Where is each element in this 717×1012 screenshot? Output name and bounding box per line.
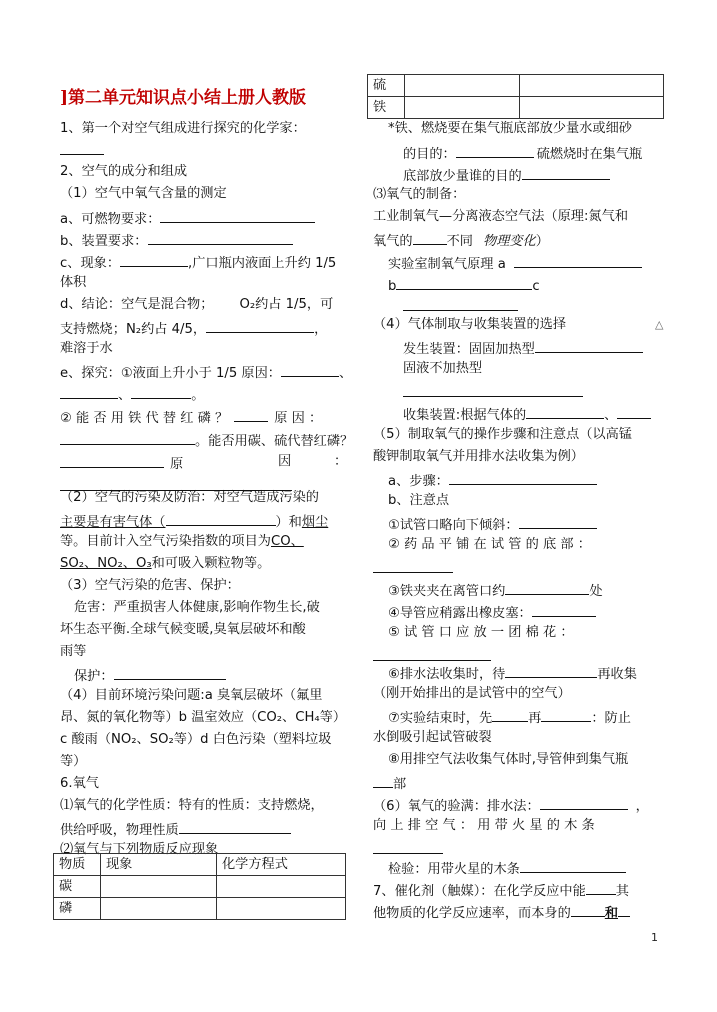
pollution-1: （2）空气的污染及防治：对空气造成污染的 bbox=[60, 490, 319, 505]
question-2-reason: 原 因 ： bbox=[60, 453, 345, 474]
env-2: 昂、氮的氧化物等）b 温室效应（CO₂、CH₄等） bbox=[60, 710, 347, 725]
table-row bbox=[368, 75, 664, 97]
reaction-table-left bbox=[53, 853, 346, 920]
protect: 保护： bbox=[74, 665, 226, 686]
table-cell bbox=[520, 97, 664, 119]
catalyst-2: 他物质的化学反应速率，而本身的 和 bbox=[373, 902, 630, 923]
table-header: 现象 bbox=[101, 854, 217, 876]
table-cell bbox=[405, 75, 520, 97]
item-d-2: 支持燃烧；N₂约占 4/5， ， bbox=[60, 318, 327, 339]
item-a: a、可燃物要求： bbox=[60, 208, 315, 229]
table-cell bbox=[217, 898, 346, 920]
verify-2: 向 上 排 空 气 ： 用 带 火 星 的 木 条 bbox=[373, 818, 595, 833]
pollution-4: SO₂、NO₂、O₃和可吸入颗粒物等。 bbox=[60, 556, 271, 571]
note-1: *铁、燃烧要在集气瓶底部放少量水或细砂 bbox=[388, 121, 632, 136]
note-n1: ①试管口略向下倾斜： bbox=[388, 514, 597, 535]
prep-1: 工业制氧气—分离液态空气法（原理:氮气和 bbox=[373, 209, 629, 224]
harm-2: 坏生态平衡.全球气候变暖,臭氧层破坏和酸 bbox=[60, 622, 306, 637]
note-n6-2: （刚开始排出的是试管中的空气） bbox=[373, 686, 571, 701]
harm-1: 危害：严重损害人体健康,影响作物生长,破 bbox=[74, 600, 320, 615]
harm-3: 雨等 bbox=[60, 644, 87, 659]
table-cell bbox=[101, 876, 217, 898]
triangle-mark: △ bbox=[655, 318, 664, 331]
table-cell bbox=[101, 898, 217, 920]
item-d-3: 难溶于水 bbox=[60, 341, 113, 356]
note-2: 的目的： 硫燃烧时在集气瓶 bbox=[403, 143, 642, 164]
verify-3: 检验：用带火星的木条 bbox=[388, 858, 626, 879]
note-n5: ⑤ 试 管 口 应 放 一 团 棉 花 ： bbox=[388, 625, 574, 640]
device-1: 发生装置：固固加热型 bbox=[403, 338, 643, 359]
blank-1 bbox=[60, 140, 104, 161]
device-4: 收集装置:根据气体的 、 bbox=[403, 404, 651, 425]
steps-b: b、注意点 bbox=[388, 493, 450, 508]
prep-title: ⑶氧气的制备： bbox=[373, 187, 466, 202]
note-n8: ⑧用排空气法收集气体时,导管伸到集气瓶 bbox=[388, 752, 629, 767]
table-cell bbox=[520, 75, 664, 97]
item-d: d、结论：空气是混合物； O₂约占 1/5，可 bbox=[60, 297, 334, 312]
env-3: c 酸雨（NO₂、SO₂等）d 白色污染（塑料垃圾 bbox=[60, 732, 332, 747]
note-n2-blank bbox=[373, 558, 453, 579]
note-n2: ② 药 品 平 铺 在 试 管 的 底 部 ： bbox=[388, 537, 591, 552]
oxygen-2: 供给呼吸，物理性质 bbox=[60, 819, 291, 840]
prep-4: b c bbox=[388, 275, 540, 296]
verify-blank bbox=[373, 839, 443, 860]
title: ]第二单元知识点小结上册人教版 bbox=[60, 88, 307, 108]
env-1: （4）目前环境污染问题:a 臭氧层破坏（氟里 bbox=[60, 688, 323, 703]
table-header-row bbox=[54, 854, 346, 876]
prep-2: 氧气的 不同 物理变化） bbox=[373, 230, 549, 251]
item-e-2: 、 。 bbox=[60, 384, 204, 405]
item-e: e、探究：①液面上升小于 1/5 原因： 、 bbox=[60, 362, 352, 383]
steps-a: a、步骤： bbox=[388, 470, 597, 491]
table-cell: 碳 bbox=[54, 876, 101, 898]
prep-5 bbox=[403, 296, 518, 317]
device-title: （4）气体制取与收集装置的选择 bbox=[373, 317, 567, 332]
table-row bbox=[368, 97, 664, 119]
note-3: 底部放少量谁的目的 bbox=[403, 165, 610, 186]
steps-2: 酸钾制取氧气并用排水法收集为例） bbox=[373, 449, 584, 464]
pollution-2: 主要是有害气体（ ）和烟尘 bbox=[60, 511, 328, 532]
note-n6: ⑥排水法收集时，待 再收集 bbox=[388, 663, 637, 684]
item-b: b、装置要求： bbox=[60, 230, 293, 251]
note-n4: ④导管应稍露出橡皮塞： bbox=[388, 602, 596, 623]
table-header: 化学方程式 bbox=[217, 854, 346, 876]
section-2: 2、空气的成分和组成 bbox=[60, 164, 188, 179]
device-2: 固液不加热型 bbox=[403, 361, 483, 376]
section-6: 6.氧气 bbox=[60, 776, 99, 791]
table-row bbox=[54, 898, 346, 920]
table-cell: 铁 bbox=[368, 97, 405, 119]
catalyst-1: 7、催化剂（触媒）：在化学反应中能 其 bbox=[373, 880, 629, 901]
steps-1: （5）制取氧气的操作步骤和注意点（以高锰 bbox=[373, 427, 632, 442]
question-2-cont: 。能否用碳、硫代替红磷？ bbox=[60, 430, 353, 451]
section-2-1: （1）空气中氧气含量的测定 bbox=[60, 186, 227, 201]
prep-3: 实验室制氧气原理 a bbox=[388, 253, 642, 274]
note-n8-2: 部 bbox=[373, 773, 406, 794]
oxygen-3: ⑵氧气与下列物质反应现象 bbox=[60, 842, 219, 857]
table-cell bbox=[405, 97, 520, 119]
reaction-table-right bbox=[367, 74, 664, 119]
oxygen-1: ⑴氧气的化学性质：特有的性质：支持燃烧， bbox=[60, 798, 324, 813]
table-row bbox=[54, 876, 346, 898]
env-4: 等） bbox=[60, 754, 87, 769]
note-n7-2: 水倒吸引起试管破裂 bbox=[373, 730, 492, 745]
device-3 bbox=[403, 382, 583, 403]
table-cell bbox=[217, 876, 346, 898]
item-c-2: 体积 bbox=[60, 275, 87, 290]
table-cell: 硫 bbox=[368, 75, 405, 97]
item-c: c、现象： ,广口瓶内液面上升约 1/5 bbox=[60, 252, 336, 273]
verify-1: （6）氧气的验满：排水法： ， bbox=[373, 795, 649, 816]
table-cell: 磷 bbox=[54, 898, 101, 920]
note-n3: ③铁夹夹在离管口约 处 bbox=[388, 580, 603, 601]
page-number: 1 bbox=[651, 931, 658, 944]
table-header: 物质 bbox=[54, 854, 101, 876]
pollution-3: 等。目前计入空气污染指数的项目为CO、 bbox=[60, 534, 304, 549]
harm-title: （3）空气污染的危害、保护： bbox=[60, 578, 240, 593]
question-2: ② 能 否 用 铁 代 替 红 磷 ？ 原 因 ： bbox=[60, 407, 322, 428]
note-n7: ⑦实验结束时，先 再 ：防止 bbox=[388, 707, 631, 728]
question-1: 1、第一个对空气组成进行探究的化学家： bbox=[60, 121, 306, 136]
